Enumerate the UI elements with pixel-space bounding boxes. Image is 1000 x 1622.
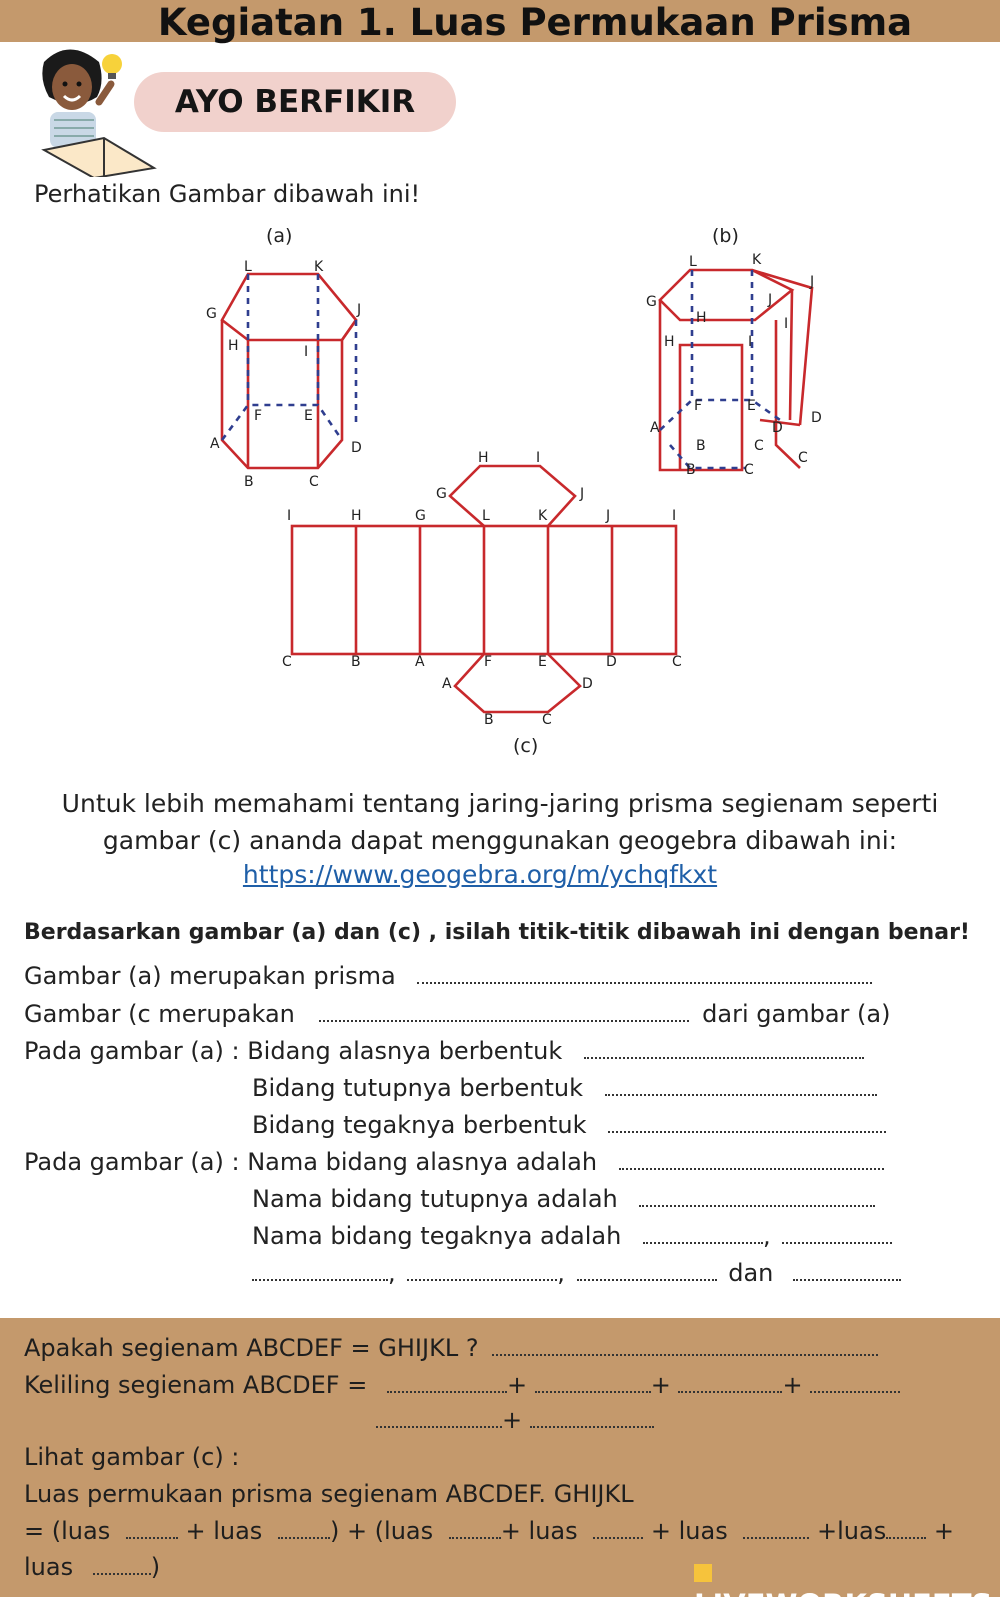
prism-figures <box>0 0 1000 760</box>
vertex-label: L <box>244 259 252 275</box>
vertex-label: J <box>357 302 362 318</box>
vertex-label: H <box>478 450 489 466</box>
vertex-label: K <box>538 508 548 524</box>
bottom-question-2: Keliling segienam ABCDEF = + + + <box>24 1371 900 1399</box>
vertex-label: I <box>748 334 753 350</box>
figure-b-prism <box>660 270 815 470</box>
question-text: Bidang tutupnya berbentuk <box>252 1074 583 1102</box>
question-text: + luas <box>650 1517 728 1545</box>
vertex-label: J <box>606 508 611 524</box>
vertex-label: A <box>210 436 220 452</box>
question-text: + luas <box>185 1517 263 1545</box>
question-text: dari gambar (a) <box>702 1000 891 1028</box>
answer-blank[interactable] <box>278 1517 330 1539</box>
answer-blank[interactable] <box>535 1371 651 1393</box>
vertex-label: C <box>798 450 808 466</box>
question-text: Bidang tegaknya berbentuk <box>252 1111 587 1139</box>
vertex-label: B <box>484 712 494 728</box>
vertex-label: E <box>538 654 547 670</box>
question-line-1 <box>24 962 872 990</box>
question-line-2 <box>24 1000 890 1028</box>
vertex-label: C <box>309 474 319 490</box>
figure-a-prism <box>222 274 356 468</box>
vertex-label: D <box>772 420 783 436</box>
vertex-label: A <box>415 654 425 670</box>
question-text: Pada gambar (a) : Nama bidang alasnya adalah <box>24 1148 598 1176</box>
answer-blank[interactable] <box>782 1222 892 1244</box>
answer-blank[interactable] <box>793 1259 901 1281</box>
question-text: ) + (luas <box>329 1517 434 1545</box>
question-line-8: Nama bidang tegaknya adalah , <box>252 1222 892 1250</box>
badge-label: AYO BERFIKIR <box>174 84 416 120</box>
answer-blank[interactable] <box>886 1517 926 1539</box>
vertex-label: C <box>672 654 682 670</box>
vertex-label: C <box>282 654 292 670</box>
vertex-label: I <box>672 508 677 524</box>
question-text: = (luas <box>24 1517 111 1545</box>
vertex-label: C <box>754 438 764 454</box>
vertex-label: H <box>664 334 675 350</box>
question-text: dan <box>728 1259 774 1287</box>
brand-text: LIVEWORKSHEETS <box>694 1588 993 1622</box>
vertex-label: C <box>542 712 552 728</box>
geogebra-link[interactable]: https://www.geogebra.org/m/ychqfkxt <box>242 860 718 889</box>
answer-blank[interactable] <box>643 1222 763 1244</box>
answer-blank[interactable] <box>387 1371 507 1393</box>
vertex-label: D <box>582 676 593 692</box>
vertex-label: I <box>304 344 309 360</box>
answer-blank[interactable] <box>530 1406 654 1428</box>
answer-blank[interactable] <box>639 1185 875 1207</box>
question-text: Apakah segienam ABCDEF = GHIJKL ? <box>24 1334 479 1362</box>
answer-blank[interactable] <box>93 1553 151 1575</box>
bottom-question-5 <box>24 1517 954 1545</box>
vertex-label: I <box>536 450 541 466</box>
vertex-label: H <box>351 508 362 524</box>
answer-blank[interactable] <box>678 1371 782 1393</box>
answer-blank[interactable] <box>126 1517 178 1539</box>
vertex-label: D <box>811 410 822 426</box>
vertex-label: B <box>696 438 706 454</box>
question-text: Nama bidang tegaknya adalah <box>252 1222 622 1250</box>
bottom-question-4: Luas permukaan prisma segienam ABCDEF. GHIJKL <box>24 1480 634 1508</box>
vertex-label: I <box>784 316 789 332</box>
question-text: ) <box>150 1553 161 1581</box>
page-title: Kegiatan 1. Luas Permukaan Prisma <box>157 1 913 44</box>
figure-c-net <box>292 466 676 712</box>
instruction-text: Perhatikan Gambar dibawah ini! <box>34 180 421 208</box>
vertex-label: I <box>287 508 292 524</box>
task-heading: Berdasarkan gambar (a) dan (c) , isilah titik-titik dibawah ini dengan benar! <box>24 920 970 945</box>
bottom-question-1 <box>24 1334 878 1362</box>
liveworksheets-icon <box>694 1564 712 1582</box>
question-text: +luas <box>817 1517 887 1545</box>
question-text: Gambar (a) merupakan prisma <box>24 962 396 990</box>
answer-blank[interactable] <box>376 1406 502 1428</box>
answer-blank[interactable] <box>743 1517 809 1539</box>
answer-blank[interactable] <box>605 1074 877 1096</box>
vertex-label: G <box>646 294 657 310</box>
vertex-label: G <box>206 306 217 322</box>
question-line-6 <box>24 1148 884 1176</box>
question-line-5 <box>252 1111 886 1139</box>
answer-blank[interactable] <box>608 1111 886 1133</box>
question-line-3 <box>24 1037 864 1065</box>
answer-blank[interactable] <box>577 1259 717 1281</box>
vertex-label: A <box>442 676 452 692</box>
answer-blank[interactable] <box>417 962 872 984</box>
bottom-question-2-cont: + <box>376 1406 654 1434</box>
question-line-4 <box>252 1074 877 1102</box>
question-line-7 <box>252 1185 875 1213</box>
answer-blank[interactable] <box>407 1259 557 1281</box>
answer-blank[interactable] <box>593 1517 643 1539</box>
question-text: luas <box>24 1553 74 1581</box>
vertex-label: J <box>580 486 585 502</box>
figure-c-label: (c) <box>513 735 539 757</box>
vertex-label: K <box>314 259 324 275</box>
vertex-label: B <box>686 462 696 478</box>
vertex-label: J <box>810 274 815 290</box>
vertex-label: B <box>351 654 361 670</box>
question-text: Pada gambar (a) : Bidang alasnya berbentuk <box>24 1037 563 1065</box>
answer-blank[interactable] <box>319 1000 689 1022</box>
explanation-paragraph: Untuk lebih memahami tentang jaring-jaring prisma segienam seperti gambar (c) ananda dapat menggunakan geogebra dibawah ini: <box>61 789 939 855</box>
answer-blank[interactable] <box>810 1371 900 1393</box>
vertex-label: D <box>606 654 617 670</box>
question-text: Nama bidang tutupnya adalah <box>252 1185 618 1213</box>
vertex-label: F <box>484 654 493 670</box>
vertex-label: C <box>744 462 754 478</box>
vertex-label: H <box>696 310 707 326</box>
question-text: + luas <box>500 1517 578 1545</box>
answer-blank[interactable] <box>252 1259 388 1281</box>
vertex-label: K <box>752 252 762 268</box>
vertex-label: B <box>244 474 254 490</box>
answer-blank[interactable] <box>584 1037 864 1059</box>
vertex-label: E <box>747 398 756 414</box>
bottom-question-3: Lihat gambar (c) : <box>24 1443 240 1471</box>
bottom-question-6 <box>24 1553 160 1581</box>
vertex-label: F <box>254 408 263 424</box>
answer-blank[interactable] <box>449 1517 501 1539</box>
question-line-9: , , dan <box>252 1259 901 1287</box>
figure-a-label: (a) <box>266 225 293 247</box>
question-text: Keliling segienam ABCDEF = <box>24 1371 368 1399</box>
question-text: Gambar (c merupakan <box>24 1000 295 1028</box>
vertex-label: F <box>694 398 703 414</box>
vertex-label: L <box>689 254 697 270</box>
figure-b-label: (b) <box>712 225 739 247</box>
vertex-label: H <box>228 338 239 354</box>
question-text: + <box>933 1517 954 1545</box>
vertex-label: L <box>482 508 490 524</box>
vertex-label: G <box>436 486 447 502</box>
vertex-label: J <box>768 292 773 308</box>
answer-blank[interactable] <box>492 1334 878 1356</box>
vertex-label: G <box>415 508 426 524</box>
vertex-label: D <box>351 440 362 456</box>
liveworksheets-logo <box>694 1554 1000 1622</box>
vertex-label: A <box>650 420 660 436</box>
vertex-label: E <box>304 408 313 424</box>
answer-blank[interactable] <box>619 1148 884 1170</box>
